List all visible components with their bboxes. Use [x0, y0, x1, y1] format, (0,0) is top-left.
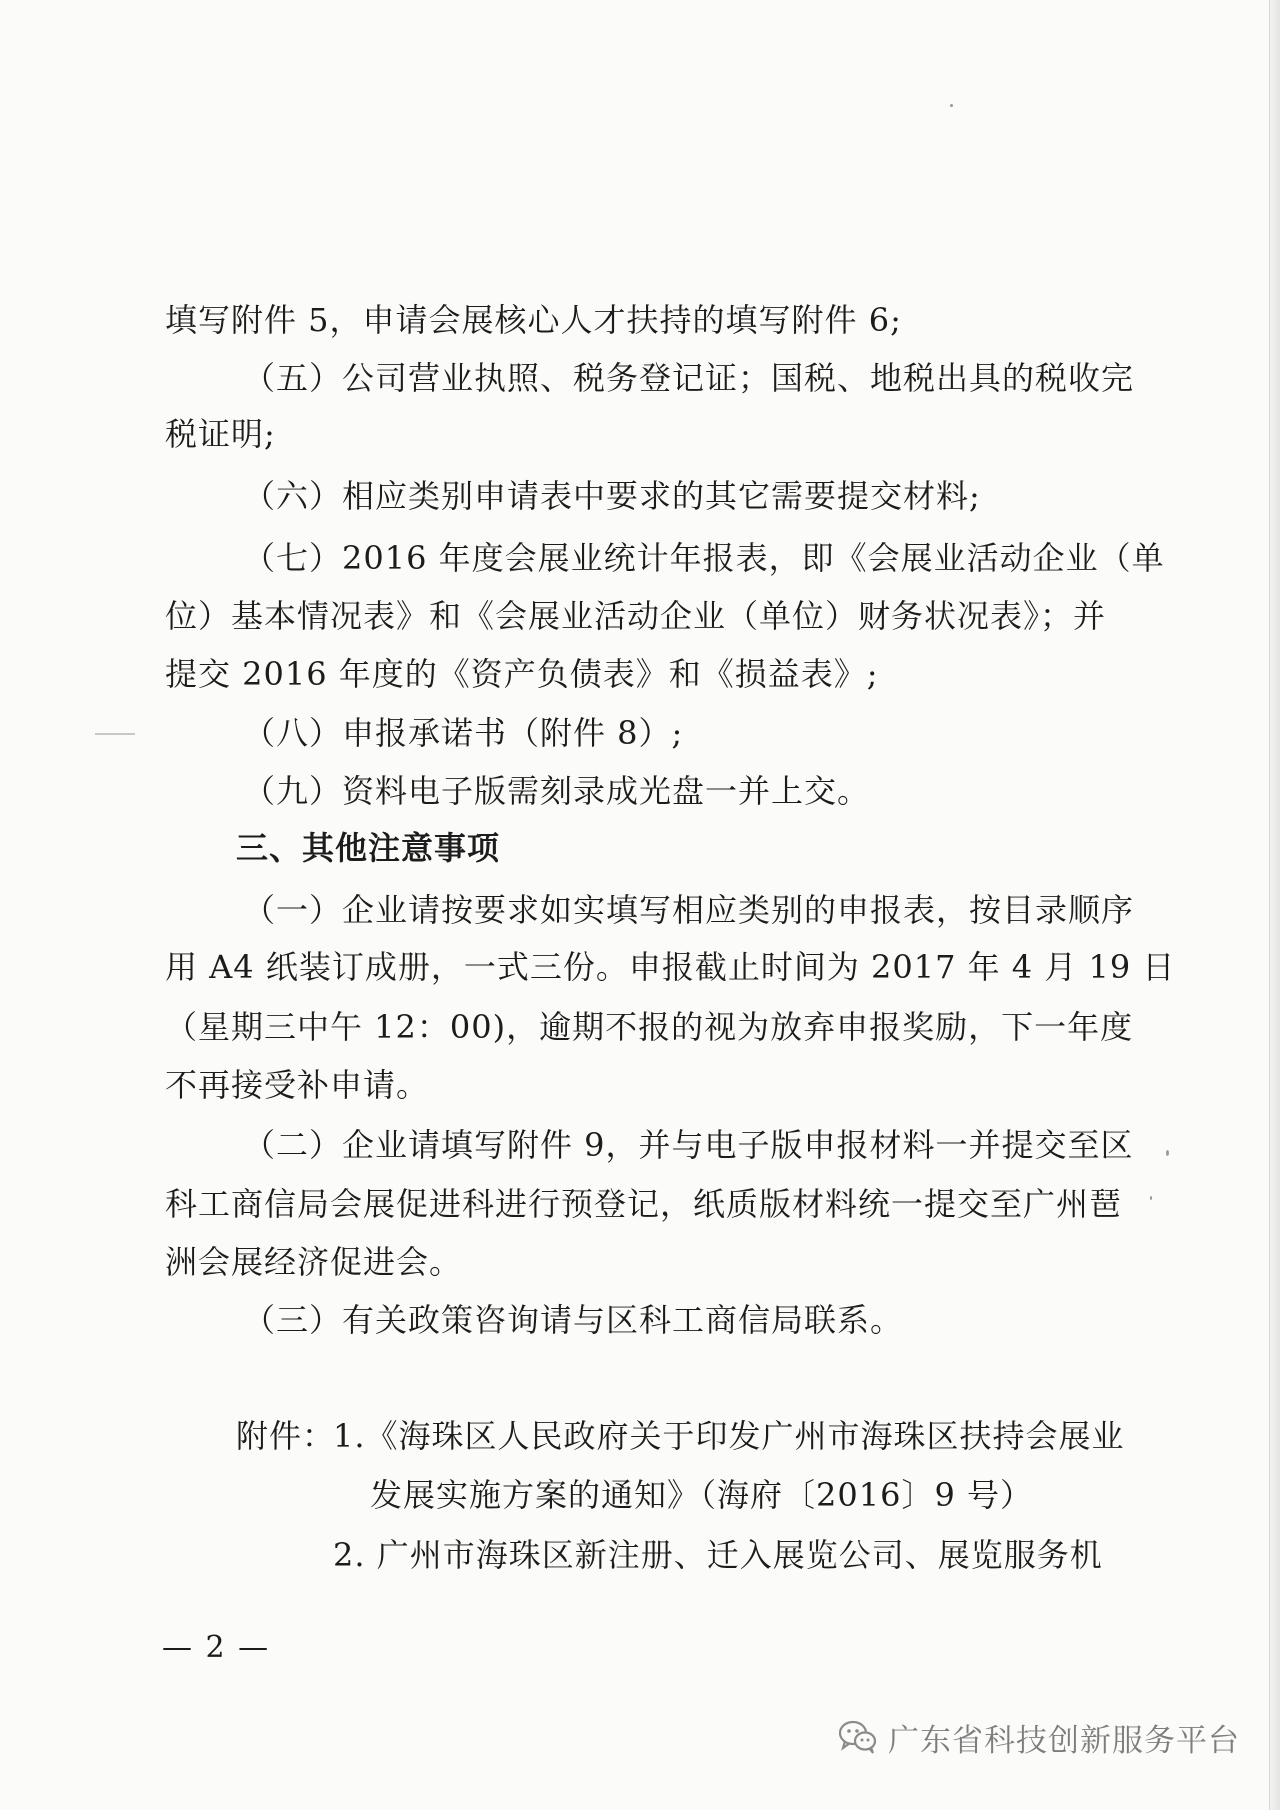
attachment-item: 发展实施方案的通知》（海府〔2016〕9 号） — [370, 1476, 1033, 1514]
scan-mark — [95, 733, 135, 735]
section-heading: 三、其他注意事项 — [236, 829, 501, 867]
body-line: 提交 2016 年度的《资产负债表》和《损益表》; — [165, 655, 879, 693]
body-line: （三）有关政策咨询请与区科工商信局联系。 — [243, 1301, 904, 1339]
body-line: 洲会展经济促进会。 — [165, 1243, 463, 1281]
watermark-text: 广东省科技创新服务平台 — [888, 1722, 1240, 1759]
watermark — [838, 1712, 1240, 1762]
speck — [1166, 1150, 1169, 1156]
wechat-icon — [838, 1719, 878, 1755]
speck — [1150, 1196, 1152, 1200]
body-line: （星期三中午 12：00)，逾期不报的视为放弃申报奖励，下一年度 — [165, 1008, 1134, 1046]
body-line: 税证明; — [165, 415, 276, 453]
body-line: （九）资料电子版需刻录成光盘一并上交。 — [243, 772, 871, 810]
attachment-item: 1.《海珠区人民政府关于印发广州市海珠区扶持会展业 — [333, 1417, 1125, 1455]
speck — [950, 104, 953, 107]
body-line: 位）基本情况表》和《会展业活动企业（单位）财务状况表》；并 — [165, 597, 1107, 635]
body-line: （七）2016 年度会展业统计年报表，即《会展业活动企业（单 — [243, 539, 1165, 577]
body-line: （二）企业请填写附件 9，并与电子版申报材料一并提交至区 — [243, 1126, 1134, 1164]
body-line: 用 A4 纸装订成册，一式三份。申报截止时间为 2017 年 4 月 19 日 — [165, 948, 1176, 986]
body-line: （五）公司营业执照、税务登记证；国税、地税出具的税收完 — [243, 359, 1135, 397]
attachment-item: 2. 广州市海珠区新注册、迁入展览公司、展览服务机 — [333, 1536, 1103, 1574]
body-line: 不再接受补申请。 — [165, 1066, 430, 1104]
attachments-label: 附件： — [236, 1417, 336, 1455]
body-line: 填写附件 5，申请会展核心人才扶持的填写附件 6; — [165, 301, 902, 339]
page-edge — [1269, 0, 1280, 1810]
body-line: （八）申报承诺书（附件 8）; — [243, 714, 684, 752]
body-line: （六）相应类别申请表中要求的其它需要提交材料; — [243, 477, 981, 515]
page-number: — 2 — — [162, 1630, 271, 1665]
body-line: （一）企业请按要求如实填写相应类别的申报表，按目录顺序 — [243, 891, 1135, 929]
body-line: 科工商信局会展促进科进行预登记，纸质版材料统一提交至广州琶 — [165, 1185, 1123, 1223]
